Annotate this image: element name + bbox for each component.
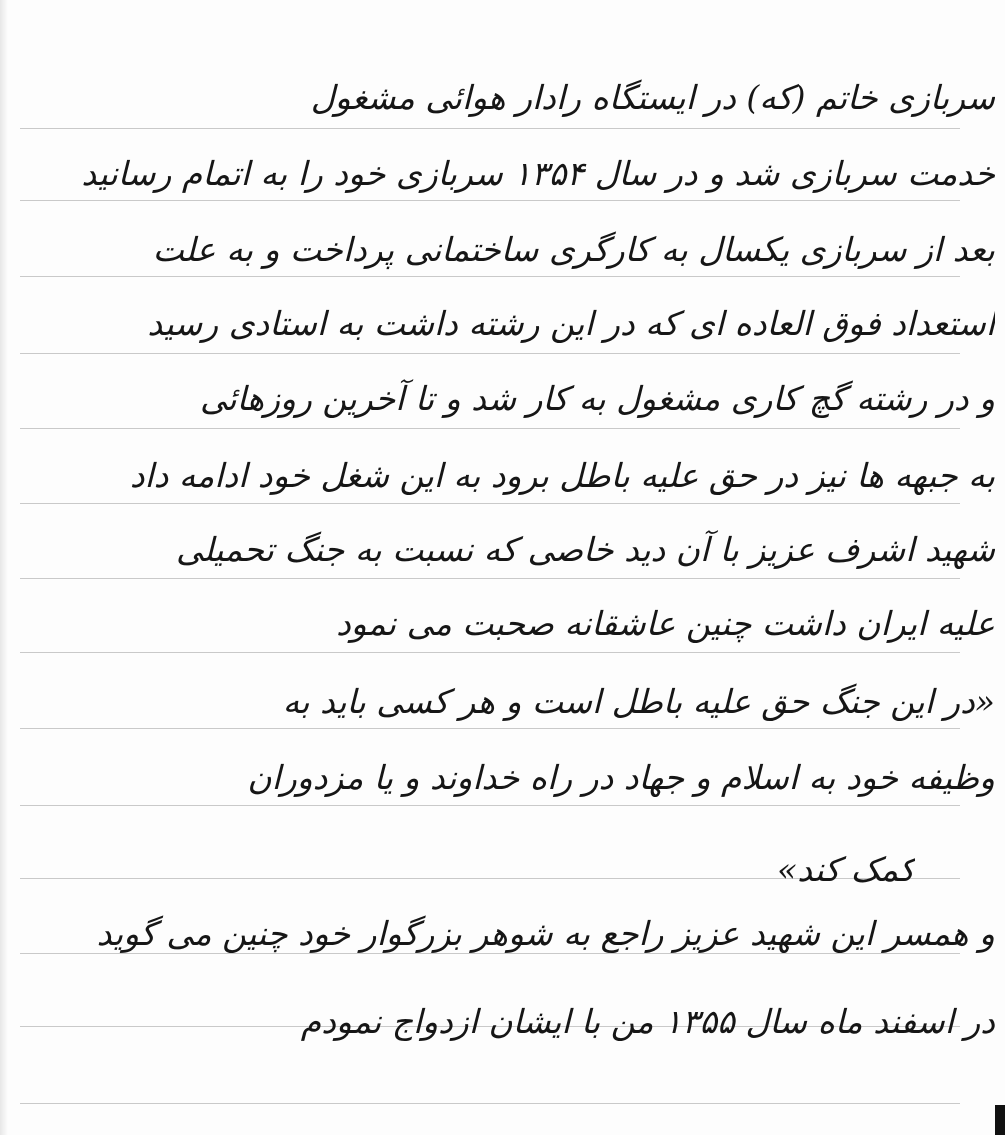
ruled-line [20, 353, 960, 354]
text-line-11: کمک کند» [777, 850, 915, 889]
scan-corner [995, 1105, 1005, 1135]
text-line-9: «در این جنگ حق علیه باطل است و هر کسی باید به [282, 682, 995, 721]
text-line-13: در اسفند ماه سال ۱۳۵۵ من با ایشان ازدواج نمودم [300, 1002, 995, 1041]
ruled-line [20, 728, 960, 729]
ruled-line [20, 578, 960, 579]
text-line-2: خدمت سربازی شد و در سال ۱۳۵۴ سربازی خود را به اتمام رسانید [81, 154, 995, 193]
text-line-8: علیه ایران داشت چنین عاشقانه صحبت می نمود [336, 604, 995, 643]
text-line-1: سربازی خاتم (که) در ایستگاه رادار هوائی مشغول [310, 78, 995, 117]
scan-edge [0, 0, 8, 1135]
ruled-line [20, 1103, 960, 1104]
text-line-4: استعداد فوق العاده ای که در این رشته داشت به استادی رسید [147, 304, 995, 343]
text-line-10: وظیفه خود به اسلام و جهاد در راه خداوند و یا مزدوران [247, 758, 995, 797]
text-line-5: و در رشته گچ کاری مشغول به کار شد و تا آخرین روزهائی [199, 379, 995, 418]
ruled-line [20, 200, 960, 201]
text-line-12: و همسر این شهید عزیز راجع به شوهر بزرگوار خود چنین می گوید [96, 914, 995, 953]
text-line-7: شهید اشرف عزیز با آن دید خاصی که نسبت به جنگ تحمیلی [176, 530, 995, 569]
ruled-line [20, 652, 960, 653]
text-line-6: به جبهه ها نیز در حق علیه باطل برود به این شغل خود ادامه داد [129, 456, 995, 495]
text-line-3: بعد از سربازی یکسال به کارگری ساختمانی پرداخت و به علت [152, 230, 995, 269]
ruled-line [20, 503, 960, 504]
ruled-line [20, 276, 960, 277]
ruled-line [20, 128, 960, 129]
ruled-line [20, 805, 960, 806]
ruled-line [20, 428, 960, 429]
